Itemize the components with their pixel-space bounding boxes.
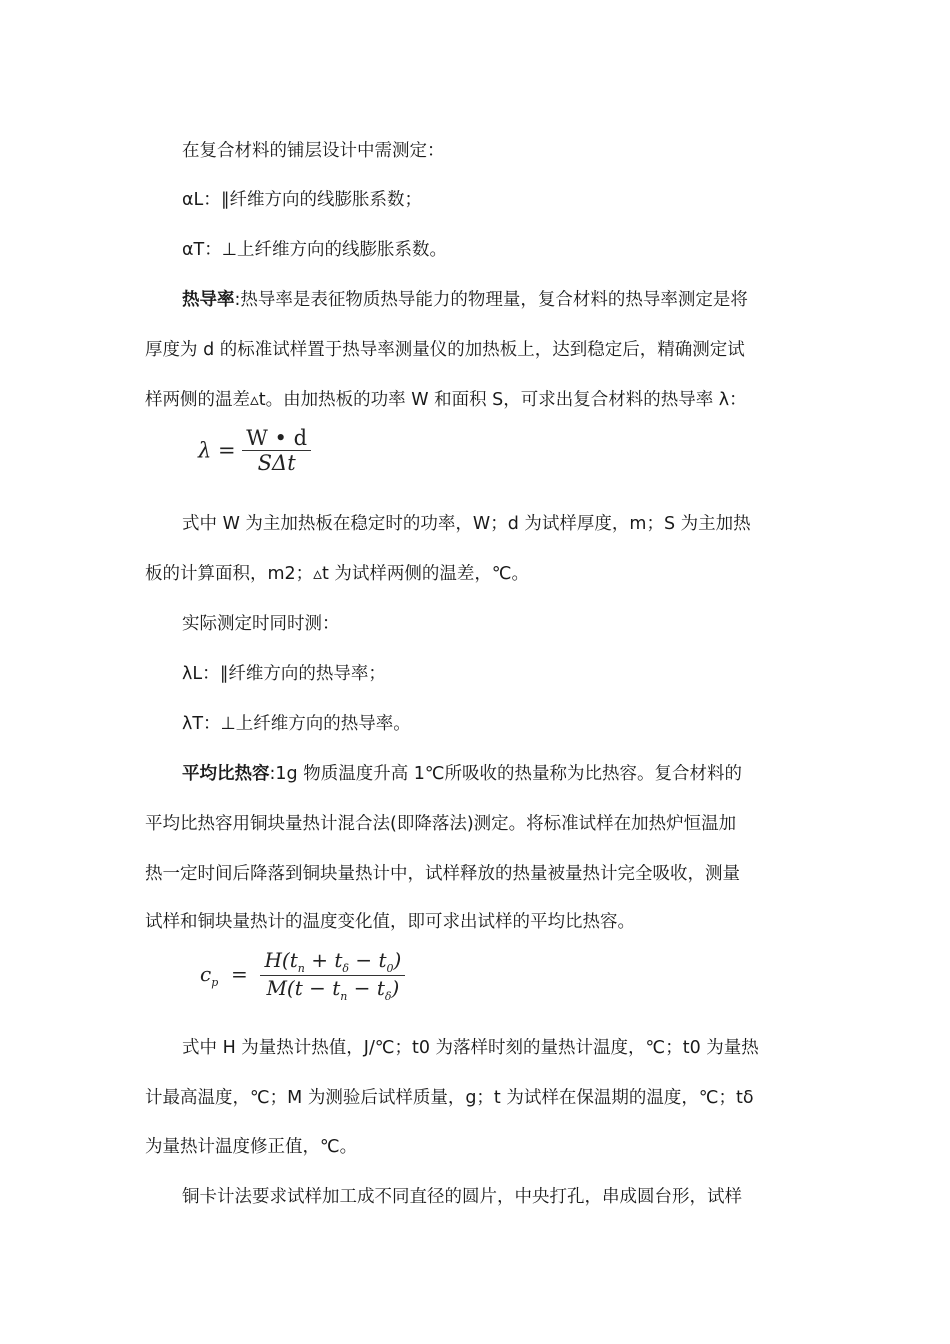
num-sub: 0: [386, 962, 394, 975]
paragraph-thermal-conductivity-line-2: 厚度为 d 的标准试样置于热导率测量仪的加热板上，达到稳定后，精确测定试: [145, 340, 745, 360]
paragraph-where-w-line-2: 板的计算面积，m2；▵t 为试样两侧的温差，℃。: [145, 564, 530, 584]
text-segment: :热导率是表征物质热导能力的物理量，复合材料的热导率测定是将: [234, 290, 748, 310]
paragraph-specific-heat-line-4: 试样和铜块量热计的温度变化值，即可求出试样的平均比热容。: [145, 912, 635, 932]
formula1-lhs: λ =: [198, 438, 236, 463]
den-part: M(: [266, 976, 295, 1000]
term-specific-heat: 平均比热容: [182, 764, 270, 784]
text-segment: :1g 物质温度升高 1℃所吸收的热量称为比热容。复合材料的: [269, 764, 743, 784]
den-sub: δ: [384, 990, 392, 1003]
den-op: −: [302, 976, 333, 1000]
paragraph-where-w-line-1: 式中 W 为主加热板在稳定时的功率，W；d 为试样厚度，m；S 为主加热: [182, 514, 751, 534]
formula1-numerator: W • d: [246, 426, 308, 450]
den-part: t: [332, 976, 341, 1000]
num-sub: n: [297, 962, 305, 975]
formula1-fraction: [242, 426, 311, 475]
formula2-lhs-sub: p: [211, 976, 219, 989]
num-op: −: [349, 948, 379, 972]
paragraph-lambda-t: λT：⊥上纤维方向的热导率。: [182, 714, 411, 734]
paragraph-where-h-line-1: 式中 H 为量热计热值，J/℃；t0 为落样时刻的量热计温度，℃；t0 为量热: [182, 1038, 759, 1058]
paragraph-intro: 在复合材料的铺层设计中需测定：: [182, 141, 445, 161]
paragraph-specific-heat-line-2: 平均比热容用铜块量热计混合法(即降落法)测定。将标准试样在加热炉恒温加: [145, 814, 737, 834]
paragraph-alpha-t: αT：⊥上纤维方向的线膨胀系数。: [182, 240, 447, 260]
paragraph-thermal-conductivity-line-3: 样两侧的温差▵t。由加热板的功率 W 和面积 S，可求出复合材料的热导率 λ：: [145, 390, 747, 410]
den-part: ): [391, 976, 400, 1000]
formula2-fraction: [260, 948, 405, 1003]
den-part: t: [376, 976, 385, 1000]
formula2-numerator: [260, 948, 405, 975]
paragraph-lambda-l: λL：∥纤维方向的热导率；: [182, 664, 386, 684]
num-op: +: [304, 948, 335, 972]
formula2-lhs-main: c: [200, 962, 212, 986]
num-part: t: [378, 948, 387, 972]
paragraph-specific-heat-line-3: 热一定时间后降落到铜块量热计中，试样释放的热量被量热计完全吸收，测量: [145, 864, 740, 884]
formula2-denominator: [260, 975, 405, 1003]
formula-thermal-conductivity: [198, 426, 311, 475]
num-part: ): [393, 948, 402, 972]
paragraph-copper-calorimeter: 铜卡计法要求试样加工成不同直径的圆片，中央打孔，串成圆台形，试样: [182, 1187, 742, 1207]
formula2-lhs: [200, 962, 254, 989]
num-part: t: [289, 948, 298, 972]
paragraph-alpha-l: αL：∥纤维方向的线膨胀系数；: [182, 190, 423, 210]
formula1-denominator: SΔt: [242, 450, 311, 475]
num-sub: δ: [342, 962, 349, 975]
formula-specific-heat: [200, 948, 405, 1003]
paragraph-where-h-line-2: 计最高温度，℃；M 为测验后试样质量，g；t 为试样在保温期的温度，℃；tδ: [145, 1088, 754, 1108]
paragraph-measure-simultaneously: 实际测定时同时测：: [182, 614, 340, 634]
term-thermal-conductivity: 热导率: [182, 290, 235, 310]
den-sub: n: [340, 990, 348, 1003]
num-part: t: [334, 948, 343, 972]
paragraph-where-h-line-3: 为量热计温度修正值，℃。: [145, 1137, 358, 1157]
den-part: t: [294, 976, 303, 1000]
paragraph-specific-heat-line-1: [182, 762, 810, 786]
formula2-eq: =: [230, 962, 248, 986]
den-op: −: [347, 976, 377, 1000]
paragraph-thermal-conductivity-line-1: [182, 288, 810, 312]
num-part: H(: [264, 948, 290, 972]
